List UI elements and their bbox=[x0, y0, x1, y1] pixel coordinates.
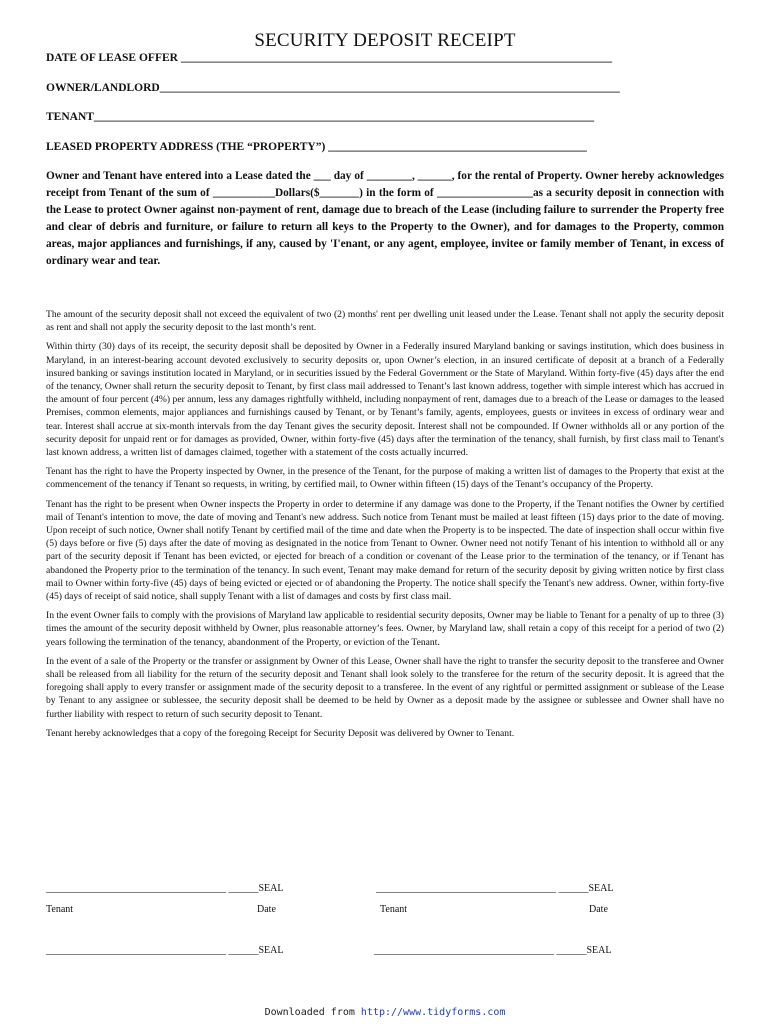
leased-property-address-field: LEASED PROPERTY ADDRESS (THE “PROPERTY”) _____________________________________________ bbox=[46, 141, 587, 153]
tenant-label-1: Tenant bbox=[46, 904, 74, 915]
date-label-1: Date bbox=[257, 904, 276, 915]
paragraph-transfer: In the event of a sale of the Property or the transfer or assignment by Owner of this Lease, Owner shall have the right to transfer the security deposit to the transferee and Owner shall be released from all liability for the return of the security deposit and Tenant shall look solely to the transferee for the return of the security deposit. It is agreed that the foregoing shall apply to every transfer or assignment made of the security deposit to a transferee. In the event of any rightful or permitted assignment or sublease of the Lease by Tenant to any assignee or sublessee, the security deposit shall be deemed to be held by Owner as a deposit made by the assignee or sublessee and Owner shall have no further liability with respect to return of such security deposit to Tenant. bbox=[46, 655, 724, 720]
document-title: SECURITY DEPOSIT RECEIPT bbox=[254, 30, 516, 51]
terms-body bbox=[46, 308, 724, 746]
tenant-signature-line-2: ____________________________________ ______SEAL bbox=[376, 883, 614, 894]
date-label-2: Date bbox=[589, 904, 608, 915]
footer-link[interactable]: http://www.tidyforms.com bbox=[360, 1007, 506, 1018]
paragraph-final-inspection: Tenant has the right to be present when Owner inspects the Property in order to determine if any damage was done to the Property, if the Tenant notifies the Owner by certified mail of Tenant's intention to move, the date of moving and Tenant's new address. Such notice from Tenant must be mailed at least fifteen (15) days prior to the date of moving. Upon receipt of such notice, Owner shall notify Tenant by certified mail of the time and date when the Property is to be inspected. The date of inspection shall occur within five (5) days before or five (5) days after the date of moving as designated in the notice from Tenant to Owner. Owner need not notify Tenant of his intention to withhold all or any part of the security deposit if Tenant has been evicted, or ejected for breach of a condition or covenant of the Lease prior to the termination of the tenancy, or if Tenant has abandoned the Property prior to the termination of the tenancy. In such event, Tenant may make demand for return of the security deposit by giving written notice by first class mail to Owner within forty-five (45) days of being evicted or ejected or of abandoning the Property. The notice shall specify the Tenant's new address. Owner, within forty-five (45) days of receipt of said notice, shall supply Tenant with a list of damages and costs by first class mail. bbox=[46, 498, 724, 603]
paragraph-initial-inspection: Tenant has the right to have the Property inspected by Owner, in the presence of the Tenant, for the purpose of making a written list of damages to the Property that exist at the commencement of the tenancy if Tenant so requests, in writing, by certified mail, to Owner within fifteen (15) days of the Tenant’s occupancy of the Property. bbox=[46, 466, 724, 491]
owner-signature-line-1: ____________________________________ ______SEAL bbox=[46, 945, 284, 956]
paragraph-acknowledgement: Tenant hereby acknowledges that a copy of the foregoing Receipt for Security Deposit was delivered by Owner to Tenant. bbox=[46, 727, 515, 739]
owner-landlord-field: OWNER/LANDLORD________________________________________________________________________________ bbox=[46, 82, 620, 94]
download-footer bbox=[0, 1007, 770, 1018]
date-of-lease-offer-field: DATE OF LEASE OFFER ___________________________________________________________________________ bbox=[46, 52, 613, 64]
paragraph-penalty: In the event Owner fails to comply with the provisions of Maryland law applicable to residential security deposits, Owner may be liable to Tenant for a penalty of up to three (3) times the amount of the security deposit withheld by Owner, plus reasonable attorney’s fees. Owner, by Maryland law, shall retain a copy of this receipt for a period of two (2) years following the termination of the tenancy, abandonment of the Property, or eviction of the Tenant. bbox=[46, 610, 724, 648]
paragraph-deposit-return: Within thirty (30) days of its receipt, the security deposit shall be deposited by Owner in a Federally insured Maryland banking or savings institution, which does business in Maryland, in an interest-bearing account devoted exclusively to security deposits or, upon Owner’s election, in an insured certificate of deposit at a branch of a Federally insured banking or savings institution located in Maryland, or in securities issued by the Federal Government or the State of Maryland. Within forty-five (45) days after the end of the tenancy, Owner shall return the security deposit to Tenant, by first class mail addressed to Tenant’s last known address, together with simple interest which has accrued in the amount of four percent (4%) per annum, less any damages rightfully withheld, including nonpayment of rent, damages due to a breach of the Lease or damages to the leased Premises, common elements, major appliances and furnishings caused by Tenant, or by Tenant’s family, agents, employees, guests or invitees in excess of ordinary wear and tear. Interest shall accrue at six-month intervals from the day Tenant gives the security deposit. Interest shall not be compounded. If Owner withholds all or any portion of the security deposit for unpaid rent or for damages as provided, Owner, within forty-five (45) days after the termination of the tenancy, shall furnish, by first class mail to Tenant's last known address, a written list of damages claimed, together with a statement of the costs actually incurred. bbox=[46, 341, 724, 459]
paragraph-deposit-limit: The amount of the security deposit shall not exceed the equivalent of two (2) months' rent per dwelling unit leased under the Lease. Tenant shall not apply the security deposit as rent and shall not apply the security deposit to the last month’s rent. bbox=[46, 309, 724, 334]
owner-signature-line-2: ____________________________________ ______SEAL bbox=[374, 945, 612, 956]
footer-prefix: Downloaded from bbox=[264, 1007, 361, 1018]
tenant-field: TENANT_______________________________________________________________________________________ bbox=[46, 111, 595, 123]
tenant-signature-line-1: ____________________________________ ______SEAL bbox=[46, 883, 284, 894]
intro-paragraph: Owner and Tenant have entered into a Lease dated the ___ day of ________, ______, for the rental of Property. Owner hereby acknowledges receipt from Tenant of the sum of ___________Dollars($_______) in the form of _________________as a security deposit in connection with the Lease to protect Owner against non-payment of rent, damage due to breach of the Lease (including failure to surrender the Property free and clear of debris and furniture, or failure to return all keys to the Property to the Owner), and for damages to the Property, common areas, major appliances and furnishings, if any, caused by 'I'enant, or any agent, employee, invitee or family member of Tenant, in excess of ordinary wear and tear. bbox=[46, 170, 724, 267]
tenant-label-2: Tenant bbox=[380, 904, 408, 915]
